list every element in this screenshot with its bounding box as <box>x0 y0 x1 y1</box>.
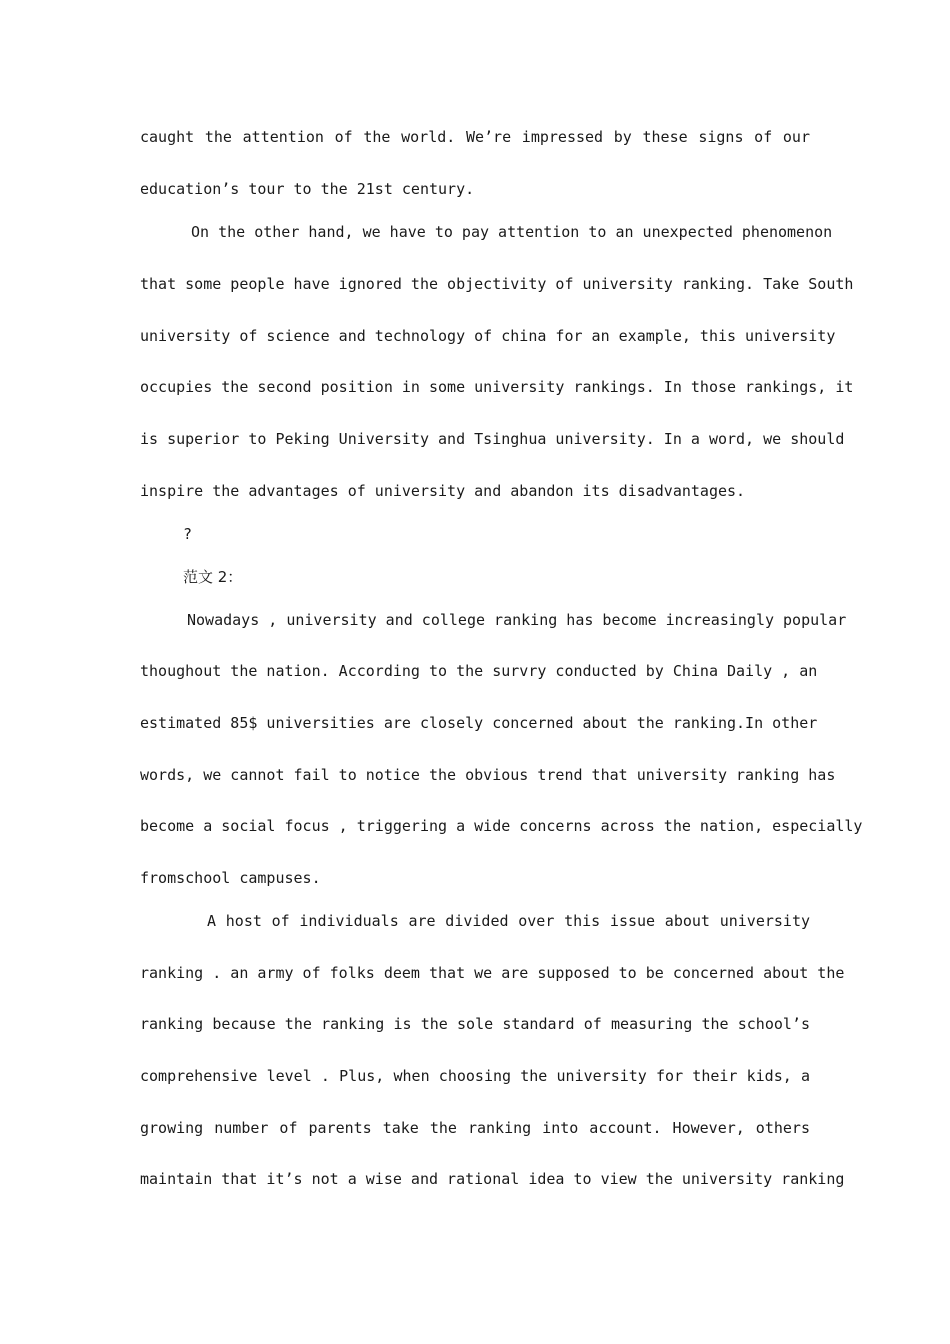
paragraph-line: growing number of parents take the ranking into account. However, others <box>140 1119 810 1137</box>
paragraph-line: words, we cannot fail to notice the obvious trend that university ranking has <box>140 766 836 784</box>
paragraph-line: fromschool campuses. <box>140 869 321 887</box>
paragraph-line: inspire the advantages of university and abandon its disadvantages. <box>140 482 746 500</box>
paragraph-line: maintain that it’s not a wise and rational idea to view the university ranking <box>140 1170 845 1188</box>
paragraph-line: is superior to Peking University and Tsinghua university. In a word, we should <box>140 430 845 448</box>
paragraph-line: thoughout the nation. According to the survry conducted by China Daily , an <box>140 662 818 680</box>
paragraph-line: Nowadays , university and college ranking has become increasingly popular <box>187 611 847 629</box>
section-heading: 范文 2： <box>183 568 243 586</box>
paragraph-line: caught the attention of the world. We’re impressed by these signs of our <box>140 128 810 146</box>
paragraph-line: estimated 85$ universities are closely concerned about the ranking.In other <box>140 714 818 732</box>
paragraph-line: ranking . an army of folks deem that we are supposed to be concerned about the <box>140 964 845 982</box>
placeholder-mark: ? <box>183 525 193 543</box>
paragraph-line: occupies the second position in some university rankings. In those rankings, it <box>140 378 854 396</box>
paragraph-line: On the other hand, we have to pay attention to an unexpected phenomenon <box>191 223 833 241</box>
paragraph-line: A host of individuals are divided over this issue about university <box>207 912 810 930</box>
paragraph-line: that some people have ignored the objectivity of university ranking. Take South <box>140 275 854 293</box>
paragraph-line: comprehensive level . Plus, when choosing the university for their kids, a <box>140 1067 810 1085</box>
paragraph-line: education’s tour to the 21st century. <box>140 180 475 198</box>
paragraph-line: university of science and technology of china for an example, this university <box>140 327 836 345</box>
paragraph-line: become a social focus , triggering a wide concerns across the nation, especially <box>140 817 863 835</box>
paragraph-line: ranking because the ranking is the sole standard of measuring the school’s <box>140 1015 810 1033</box>
